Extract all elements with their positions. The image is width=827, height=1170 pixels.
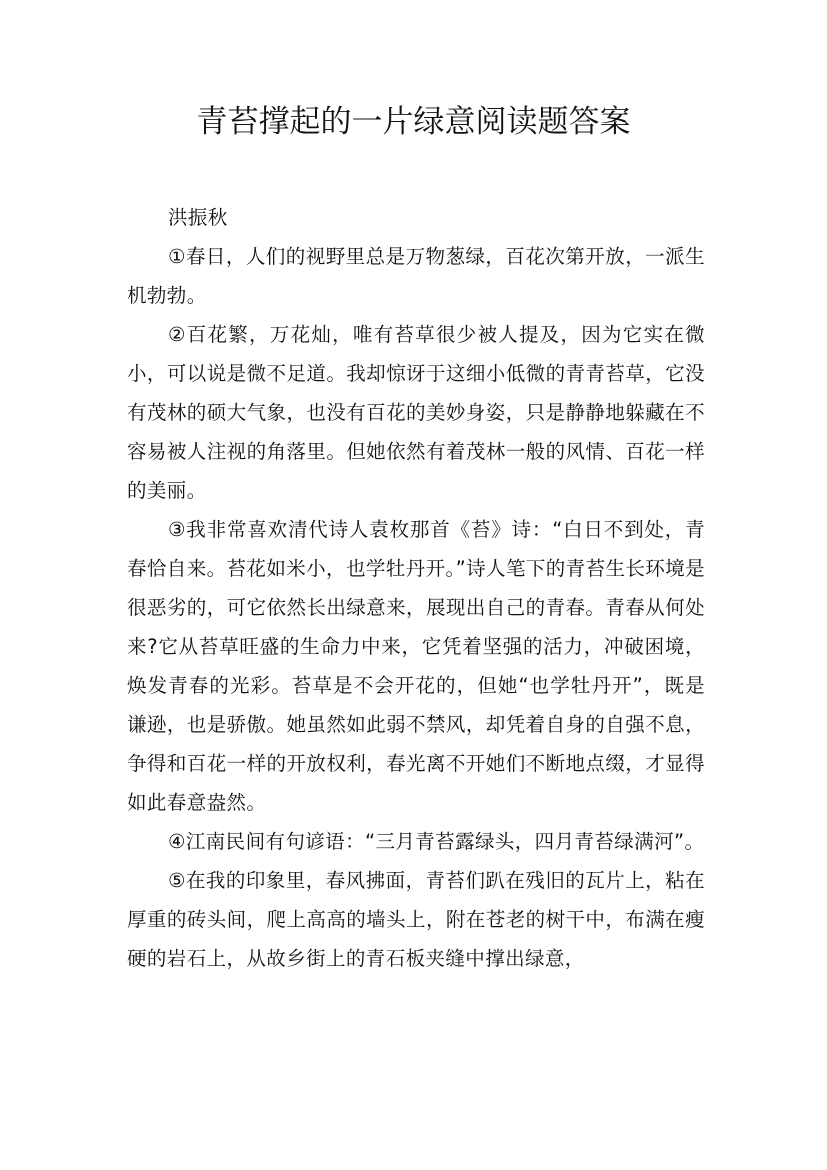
page-title: 青苔撑起的一片绿意阅读题答案 bbox=[196, 104, 631, 140]
author-name: 洪振秋 bbox=[168, 206, 228, 229]
paragraph-1: ①春日，人们的视野里总是万物葱绿，百花次第开放，一派生机勃勃。 bbox=[127, 245, 705, 307]
paragraph-4: ④江南民间有句谚语：“三月青苔露绿头，四月青苔绿满河”。 bbox=[168, 830, 705, 853]
article-body bbox=[127, 198, 705, 978]
paragraph-3: ③我非常喜欢清代诗人袁枚那首《苔》诗：“白日不到处，青春恰自来。苔花如米小，也学牡丹开。”诗人笔下的青苔生长环境是很恶劣的，可它依然长出绿意来，展现出自己的青春。青春从何处来?它从苔草旺盛的生命力中来，它凭着坚强的活力，冲破困境，焕发青春的光彩。苔草是不会开花的，但她“也学牡丹开”，既是谦逊，也是骄傲。她虽然如此弱不禁风，却凭着自身的自强不息，争得和百花一样的开放权利，春光离不开她们不断地点缀，才显得如此春意盎然。 bbox=[127, 518, 705, 814]
paragraph-5: ⑤在我的印象里，春风拂面，青苔们趴在残旧的瓦片上，粘在厚重的砖头间，爬上高高的墙头上，附在苍老的树干中，布满在瘦硬的岩石上，从故乡街上的青石板夹缝中撑出绿意， bbox=[127, 869, 705, 970]
paragraph-2: ②百花繁，万花灿，唯有苔草很少被人提及，因为它实在微小，可以说是微不足道。我却惊讶于这细小低微的青青苔草，它没有茂林的硕大气象，也没有百花的美妙身姿，只是静静地躲藏在不容易被人注视的角落里。但她依然有着茂林一般的风情、百花一样的美丽。 bbox=[127, 323, 705, 502]
